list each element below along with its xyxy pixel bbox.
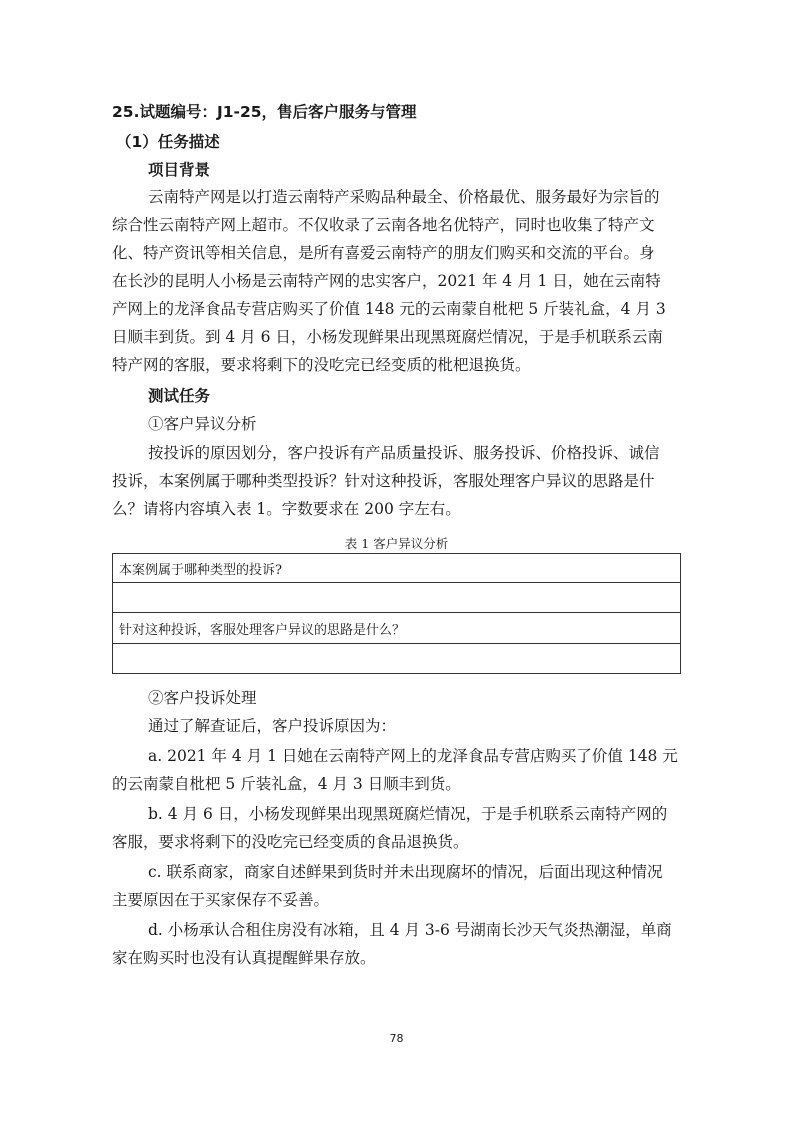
background-heading: 项目背景 [148,161,211,179]
reason-line: 客服，要求将剩下的没吃完已经变质的食品退换货。 [112,833,469,851]
task2-title: ②客户投诉处理 [148,689,257,707]
reason-line: b. 4 月 6 日，小杨发现鲜果出现黑斑腐烂情况，于是手机联系云南特产网的 [148,805,668,823]
table-row [113,644,681,674]
table-caption: 表 1 客户异议分析 [344,536,449,551]
reason-line: 家在购买时也没有认真提醒鲜果存放。 [112,949,376,967]
background-line: 特产网的客服，要求将剩下的没吃完已经变质的枇杷退换货。 [112,356,531,374]
reason-line: d. 小杨承认合租住房没有冰箱，且 4 月 3-6 号湖南长沙天气炎热潮湿，单商 [148,921,672,939]
objection-analysis-table [112,553,681,674]
background-line: 云南特产网是以打造云南特产采购品种最全、价格最优、服务最好为宗旨的 [148,188,660,206]
background-line: 日顺丰到货。到 4 月 6 日，小杨发现鲜果出现黑斑腐烂情况，于是手机联系云南 [112,328,663,346]
background-line: 产网上的龙泽食品专营店购买了价值 148 元的云南蒙自枇杷 5 斤装礼盒，4 月 3 [112,300,666,318]
table-row [113,613,681,644]
reason-line: 的云南蒙自枇杷 5 斤装礼盒，4 月 3 日顺丰到货。 [112,775,461,793]
question-cell: 本案例属于哪种类型的投诉? [113,554,681,583]
task1-line: 投诉，本案例属于哪种类型投诉？针对这种投诉，客服处理客户异议的思路是什 [112,472,655,490]
answer-cell [113,583,681,613]
answer-cell [113,644,681,674]
question-cell: 针对这种投诉，客服处理客户异议的思路是什么？ [113,613,681,644]
task1-line: 按投诉的原因划分，客户投诉有产品质量投诉、服务投诉、价格投诉、诚信 [148,444,660,462]
question-heading: 25.试题编号：J1-25，售后客户服务与管理 [112,103,417,121]
reason-line: a. 2021 年 4 月 1 日她在云南特产网上的龙泽食品专营店购买了价值 148 元 [148,747,678,765]
section-task-description: （1）任务描述 [116,133,220,151]
reason-line: 主要原因在于买家保存不妥善。 [112,891,330,909]
page-number: 78 [389,1032,404,1045]
task1-title: ①客户异议分析 [148,415,257,433]
background-line: 综合性云南特产网上超市。不仅收录了云南各地名优特产，同时也收集了特产文 [112,216,655,234]
task2-intro: 通过了解查证后，客户投诉原因为： [148,717,397,735]
background-line: 化、特产资讯等相关信息，是所有喜爱云南特产的朋友们购买和交流的平台。身 [112,244,655,262]
table-row [113,583,681,613]
reason-line: c. 联系商家，商家自述鲜果到货时并未出现腐坏的情况，后面出现这种情况 [148,863,663,881]
task1-line: 么？请将内容填入表 1。字数要求在 200 字左右。 [112,500,461,518]
table-row [113,554,681,583]
test-task-heading: 测试任务 [148,387,211,405]
background-line: 在长沙的昆明人小杨是云南特产网的忠实客户，2021 年 4 月 1 日，她在云南特 [112,272,661,290]
